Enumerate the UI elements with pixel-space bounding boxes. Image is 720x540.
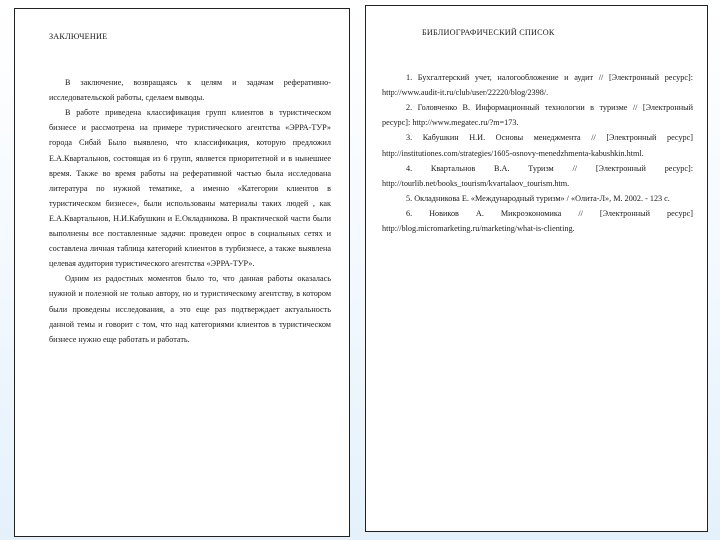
conclusion-title: ЗАКЛЮЧЕНИЕ bbox=[49, 32, 108, 41]
bibliography-entry: 4. Квартальнов В.А. Туризм // [Электронный ресурс]: http://tourlib.net/books_tourism/kvartalaov_tourism.htm. bbox=[382, 163, 693, 188]
bibliography-entry: 2. Головченко В. Информационный технологии в туризме // [Электронный ресурс]: http://www.megatec.ru/?m=173. bbox=[382, 103, 693, 128]
bibliography-entry: 1. Бухгалтерский учет, налогообложение и аудит // [Электронный ресурс]: http://www.audit-it.ru/club/user/22220/blog/2398/. bbox=[382, 73, 693, 98]
conclusion-paragraph: В заключение, возвращаясь к целям и задачам реферативно-исследовательской работы, сделаем выводы. bbox=[49, 78, 331, 103]
conclusion-paragraph: В работе приведена классификация групп клиентов в туристическом бизнесе и рассмотрена на примере туристического агентства «ЭРРА-ТУР» города Сибай Было выявлено, что классификация, которую предложил Е.А.Квартальнов, состоящая из 6 групп, является приоритетной и в нынешнее время. Также во время работы на реферативной частью была исследована литература по нужной тематике, а именно «Категории клиентов в туристическом бизнесе», были использованы материалы таких людей , как Е.А.Квартальнов, Н.И.Кабушкин и Е.Окладникова. В практической части были выполнены все поставленные задачи: проведен опрос в социальных сетях и составлена личная таблица категорий клиентов в турбизнесе, а также выявлена целевая аудитория туристического агентства «ЭРРА-ТУР». bbox=[49, 108, 331, 269]
bibliography-title: БИБЛИОГРАФИЧЕСКИЙ СПИСОК bbox=[422, 28, 555, 37]
conclusion-body bbox=[49, 75, 331, 347]
bibliography-entry: 6. Новиков А. Микроэкономика // [Электронный ресурс] http://blog.micromarketing.ru/marketing/what-is-clienting. bbox=[382, 208, 693, 234]
conclusion-paragraph: Одним из радостных моментов было то, что данная работы оказалась нужной и полезной не только автору, но и туристическому агентству, в котором были проведены исследования, а это еще раз подтверждает актуальность данной темы и говорит с том, что над категориями клиентов в туристическом бизнесе нужно еще работать и работать. bbox=[49, 274, 331, 344]
bibliography-entry: 5. Окладникова Е. «Международный туризм» / «Олита-Л», М. 2002. - 123 с. bbox=[406, 193, 670, 203]
bibliography-page bbox=[365, 5, 708, 532]
bibliography-list bbox=[382, 70, 693, 236]
conclusion-page bbox=[14, 8, 350, 537]
bibliography-entry: 3. Кабушкин Н.И. Основы менеджмента // [Электронный ресурс] http://institutiones.com/strategies/1605-osnovy-menedzhmenta-kabushkin.html. bbox=[382, 133, 693, 158]
